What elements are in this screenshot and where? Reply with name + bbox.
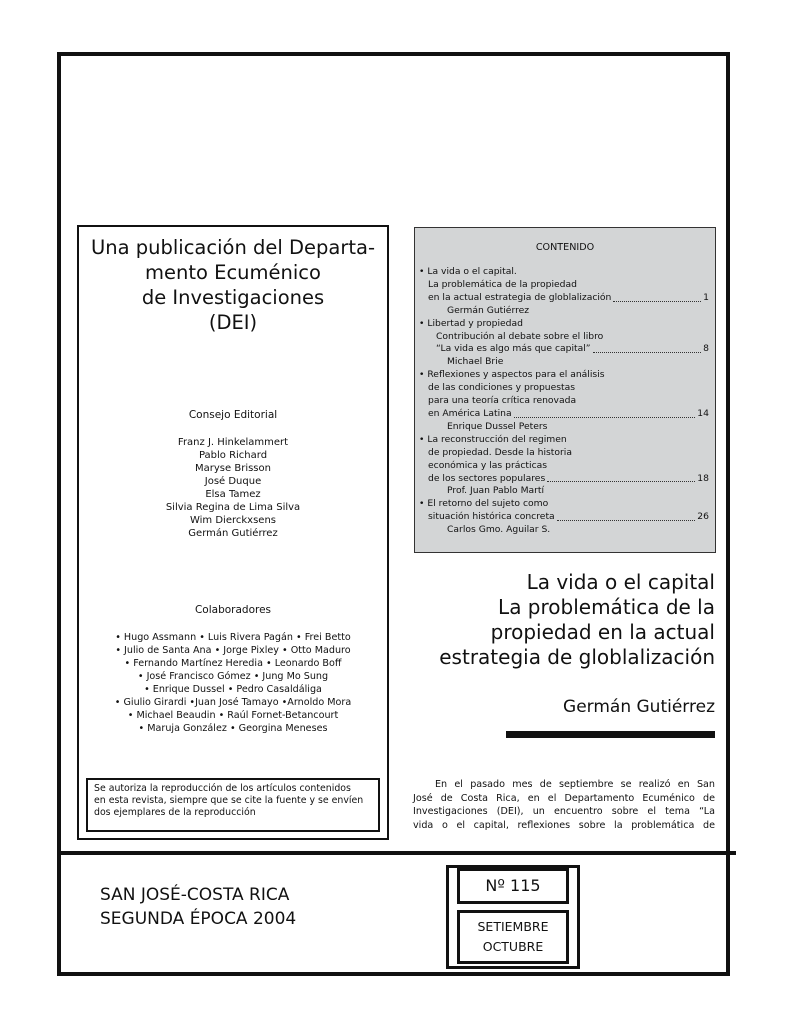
issue-month: SETIEMBRE xyxy=(477,919,549,934)
article-title-line: estrategia de globlalización xyxy=(439,645,715,669)
toc-entry-title: • Reflexiones y aspectos para el análisis xyxy=(419,369,605,381)
toc-entry-author: Prof. Juan Pablo Martí xyxy=(447,485,545,497)
toc-entry-lead-text: “La vida es algo más que capital” xyxy=(436,343,591,355)
footer-place xyxy=(100,883,296,931)
collaborators-heading: Colaboradores xyxy=(194,604,272,616)
notice-line: Se autoriza la reproducción de los artículos contenidos xyxy=(94,783,351,794)
toc-entry-line: económica y las prácticas xyxy=(428,459,548,471)
toc-entry-title: • Libertad y propiedad xyxy=(419,317,523,329)
footer-place-line: SAN JOSÉ-COSTA RICA xyxy=(100,885,290,905)
contents-heading: CONTENIDO xyxy=(535,242,595,253)
body-line: José de Costa Rica, en el Departamento Ecuménico de xyxy=(413,792,715,804)
toc-entry-lead xyxy=(419,511,709,524)
toc-page-number: 18 xyxy=(697,472,709,484)
toc-entry-lead-text: en la actual estrategia de globlalización xyxy=(428,291,612,303)
body-line: En el pasado mes de septiembre se realizó en San xyxy=(435,779,715,790)
publisher-title xyxy=(79,235,387,335)
toc-dot-leader xyxy=(557,520,696,521)
toc-entry-title: • La reconstrucción del regimen xyxy=(419,433,567,445)
body-line: Investigaciones (DEI), un encuentro sobre el tema “La xyxy=(413,806,715,817)
editorial-member: Pablo Richard xyxy=(198,450,268,461)
toc-dot-leader xyxy=(593,352,702,353)
article-author: Germán Gutiérrez xyxy=(563,697,715,717)
article-title-line: La problemática de la xyxy=(498,595,715,619)
collaborators-line: • Enrique Dussel • Pedro Casaldáliga xyxy=(144,684,322,695)
collaborators-line: • Fernando Martínez Heredia • Leonardo Boff xyxy=(124,658,342,669)
toc-page-number: 8 xyxy=(703,343,709,355)
toc-entry-line: de propiedad. Desde la historia xyxy=(428,446,572,458)
toc-entry-author: Enrique Dussel Peters xyxy=(447,420,548,432)
collaborators-line: • Giulio Girardi •Juan José Tamayo •Arnoldo Mora xyxy=(114,697,352,708)
toc-entry-line: para una teoría crítica renovada xyxy=(428,395,577,407)
editorial-member: Franz J. Hinkelammert xyxy=(177,437,289,448)
publisher-title-line: mento Ecuménico xyxy=(145,261,321,284)
toc-entry-line: de las condiciones y propuestas xyxy=(428,382,576,394)
toc-entry-author: Germán Gutiérrez xyxy=(447,304,530,316)
toc-entry-lead xyxy=(419,343,709,356)
toc-entry-author: Carlos Gmo. Aguilar S. xyxy=(447,524,551,536)
issue-number: Nº 115 xyxy=(457,868,569,904)
contents-box xyxy=(414,227,716,553)
toc-dot-leader xyxy=(514,417,696,418)
publisher-title-line: (DEI) xyxy=(208,311,258,334)
contents-list xyxy=(419,266,709,537)
collaborators-line: • Michael Beaudin • Raúl Fornet-Betancourt xyxy=(127,710,339,721)
editorial-member: Maryse Brisson xyxy=(195,463,271,474)
editorial-member: José Duque xyxy=(204,476,262,487)
toc-entry-lead xyxy=(419,408,709,421)
toc-entry-lead-text: situación histórica concreta xyxy=(428,511,555,523)
toc-page-number: 14 xyxy=(697,407,709,419)
toc-page-number: 1 xyxy=(703,291,709,303)
footer-divider xyxy=(57,851,736,855)
notice-line: en esta revista, siempre que se cite la fuente y se envíen xyxy=(94,795,364,806)
toc-entry-lead xyxy=(419,292,709,305)
article-title-line: propiedad en la actual xyxy=(490,620,715,644)
title-rule xyxy=(506,731,715,738)
publisher-title-line: Una publicación del Departa- xyxy=(90,236,375,259)
toc-entry-title: • La vida o el capital. xyxy=(419,266,517,277)
article-title-line: La vida o el capital xyxy=(526,570,715,594)
toc-entry-lead xyxy=(419,473,709,486)
editorial-member: Wim Dierckxsens xyxy=(189,515,276,526)
editorial-member: Germán Gutiérrez xyxy=(188,528,278,539)
footer-place-line: SEGUNDA ÉPOCA 2004 xyxy=(100,909,297,929)
editorial-member: Elsa Tamez xyxy=(205,489,261,500)
editorial-member: Silvia Regina de Lima Silva xyxy=(165,502,301,513)
collaborators-line: • Maruja González • Georgina Meneses xyxy=(138,723,328,734)
collaborators-line: • Julio de Santa Ana • Jorge Pixley • Otto Maduro xyxy=(115,645,351,656)
toc-entry-line: La problemática de la propiedad xyxy=(428,278,577,290)
toc-entry-author: Michael Brie xyxy=(447,356,504,368)
issue-months xyxy=(457,910,569,964)
toc-entry-lead-text: de los sectores populares xyxy=(428,472,546,484)
toc-entry-title: • El retorno del sujeto como xyxy=(419,498,549,510)
collaborators-list xyxy=(79,631,387,735)
issue-box xyxy=(446,865,580,969)
toc-dot-leader xyxy=(547,481,695,482)
body-line: vida o el capital, reflexiones sobre la problemática de xyxy=(413,819,715,831)
collaborators-line: • José Francisco Gómez • Jung Mo Sung xyxy=(137,671,329,682)
collaborators-line: • Hugo Assmann • Luis Rivera Pagán • Frei Betto xyxy=(115,632,351,643)
notice-line: dos ejemplares de la reproducción xyxy=(94,807,256,818)
issue-month: OCTUBRE xyxy=(482,939,544,954)
toc-entry-line: Contribución al debate sobre el libro xyxy=(436,330,604,342)
publisher-box xyxy=(77,225,389,840)
toc-page-number: 26 xyxy=(697,511,709,523)
toc-dot-leader xyxy=(613,301,701,302)
article-title xyxy=(439,570,715,670)
reproduction-notice xyxy=(86,778,380,832)
toc-entry-lead-text: en América Latina xyxy=(428,407,512,419)
editorial-board-list xyxy=(79,436,387,540)
publisher-title-line: de Investigaciones xyxy=(141,286,325,309)
article-body xyxy=(413,778,715,832)
editorial-board-heading: Consejo Editorial xyxy=(188,409,278,421)
